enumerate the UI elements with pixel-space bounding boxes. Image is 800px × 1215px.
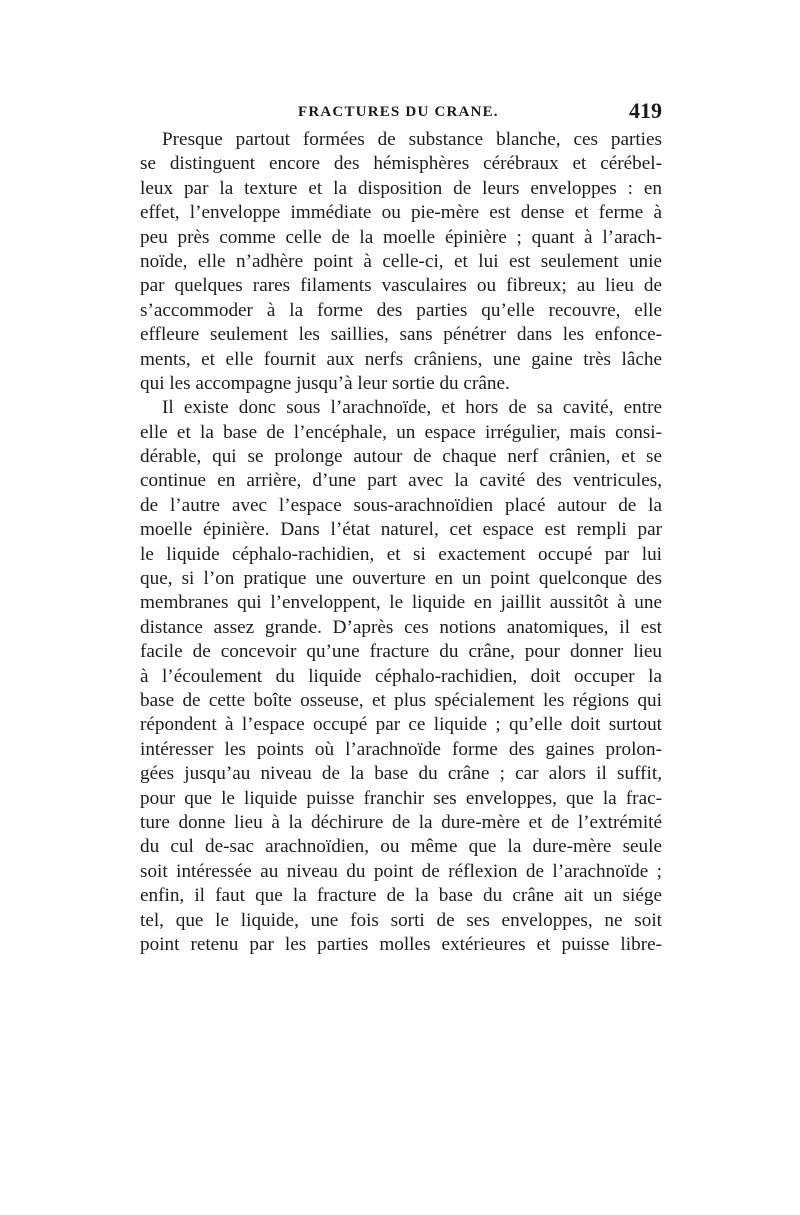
text-line: pour que le liquide puisse franchir ses enveloppes, que la frac- bbox=[140, 787, 662, 809]
paragraph bbox=[140, 396, 662, 957]
text-line: le liquide céphalo-rachidien, et si exactement occupé par lui bbox=[140, 543, 662, 565]
text-line: tel, que le liquide, une fois sorti de ses enveloppes, ne soit bbox=[140, 909, 662, 931]
running-head bbox=[140, 100, 662, 126]
text-line: gées jusqu’au niveau de la base du crâne ; car alors il suffit, bbox=[140, 763, 662, 785]
text-line: de l’autre avec l’espace sous-arachnoïdien placé autour de la bbox=[140, 494, 662, 516]
text-line: intéresser les points où l’arachnoïde forme des gaines prolon- bbox=[140, 738, 662, 760]
text-line: elle et la base de l’encéphale, un espace irrégulier, mais consi- bbox=[140, 421, 662, 443]
text-line: du cul de-sac arachnoïdien, ou même que la dure-mère seule bbox=[140, 836, 662, 858]
body-text bbox=[140, 128, 662, 957]
text-line: Presque partout formées de substance blanche, ces parties bbox=[162, 129, 662, 150]
text-line: distance assez grande. D’après ces notions anatomiques, il est bbox=[140, 616, 662, 638]
text-line: moelle épinière. Dans l’état naturel, cet espace est rempli par bbox=[140, 519, 662, 541]
text-line: par quelques rares filaments vasculaires ou fibreux; au lieu de bbox=[140, 275, 662, 297]
text-line: ture donne lieu à la déchirure de la dure-mère et de l’extrémité bbox=[140, 811, 662, 833]
text-line: dérable, qui se prolonge autour de chaque nerf crânien, et se bbox=[140, 446, 662, 468]
text-line: noïde, elle n’adhère point à celle-ci, et lui est seulement unie bbox=[140, 250, 662, 272]
text-line: se distinguent encore des hémisphères cérébraux et cérébel- bbox=[140, 153, 662, 175]
text-line: leux par la texture et la disposition de leurs enveloppes : en bbox=[140, 177, 662, 199]
text-line: ments, et elle fournit aux nerfs crâniens, une gaine très lâche bbox=[140, 348, 662, 370]
text-line: effet, l’enveloppe immédiate ou pie-mère est dense et ferme à bbox=[140, 202, 662, 224]
paragraph bbox=[140, 128, 662, 396]
text-line: peu près comme celle de la moelle épinière ; quant à l’arach- bbox=[140, 226, 662, 248]
text-line: membranes qui l’enveloppent, le liquide en jaillit aussitôt à une bbox=[140, 592, 662, 614]
page-number: 419 bbox=[629, 98, 662, 123]
text-line: Il existe donc sous l’arachnoïde, et hors de sa cavité, entre bbox=[162, 397, 662, 419]
text-line: s’accommoder à la forme des parties qu’elle recouvre, elle bbox=[140, 299, 662, 321]
text-line: continue en arrière, d’une part avec la cavité des ventricules, bbox=[140, 470, 662, 492]
text-line: soit intéressée au niveau du point de réflexion de l’arachnoïde ; bbox=[140, 860, 662, 882]
text-line: effleure seulement les saillies, sans pénétrer dans les enfonce- bbox=[140, 324, 662, 346]
text-line: enfin, il faut que la fracture de la base du crâne ait un siége bbox=[140, 885, 662, 907]
text-line: facile de concevoir qu’une fracture du crâne, pour donner lieu bbox=[140, 641, 662, 663]
text-line: point retenu par les parties molles extérieures et puisse libre- bbox=[140, 933, 662, 955]
text-line: que, si l’on pratique une ouverture en un point quelconque des bbox=[140, 568, 662, 590]
text-line: base de cette boîte osseuse, et plus spécialement les régions qui bbox=[140, 689, 662, 711]
text-line: qui les accompagne jusqu’à leur sortie du crâne. bbox=[140, 372, 510, 394]
running-title: FRACTURES DU CRANE. bbox=[298, 104, 499, 120]
text-line: répondent à l’espace occupé par ce liquide ; qu’elle doit surtout bbox=[140, 714, 662, 736]
text-line: à l’écoulement du liquide céphalo-rachidien, doit occuper la bbox=[140, 665, 662, 687]
